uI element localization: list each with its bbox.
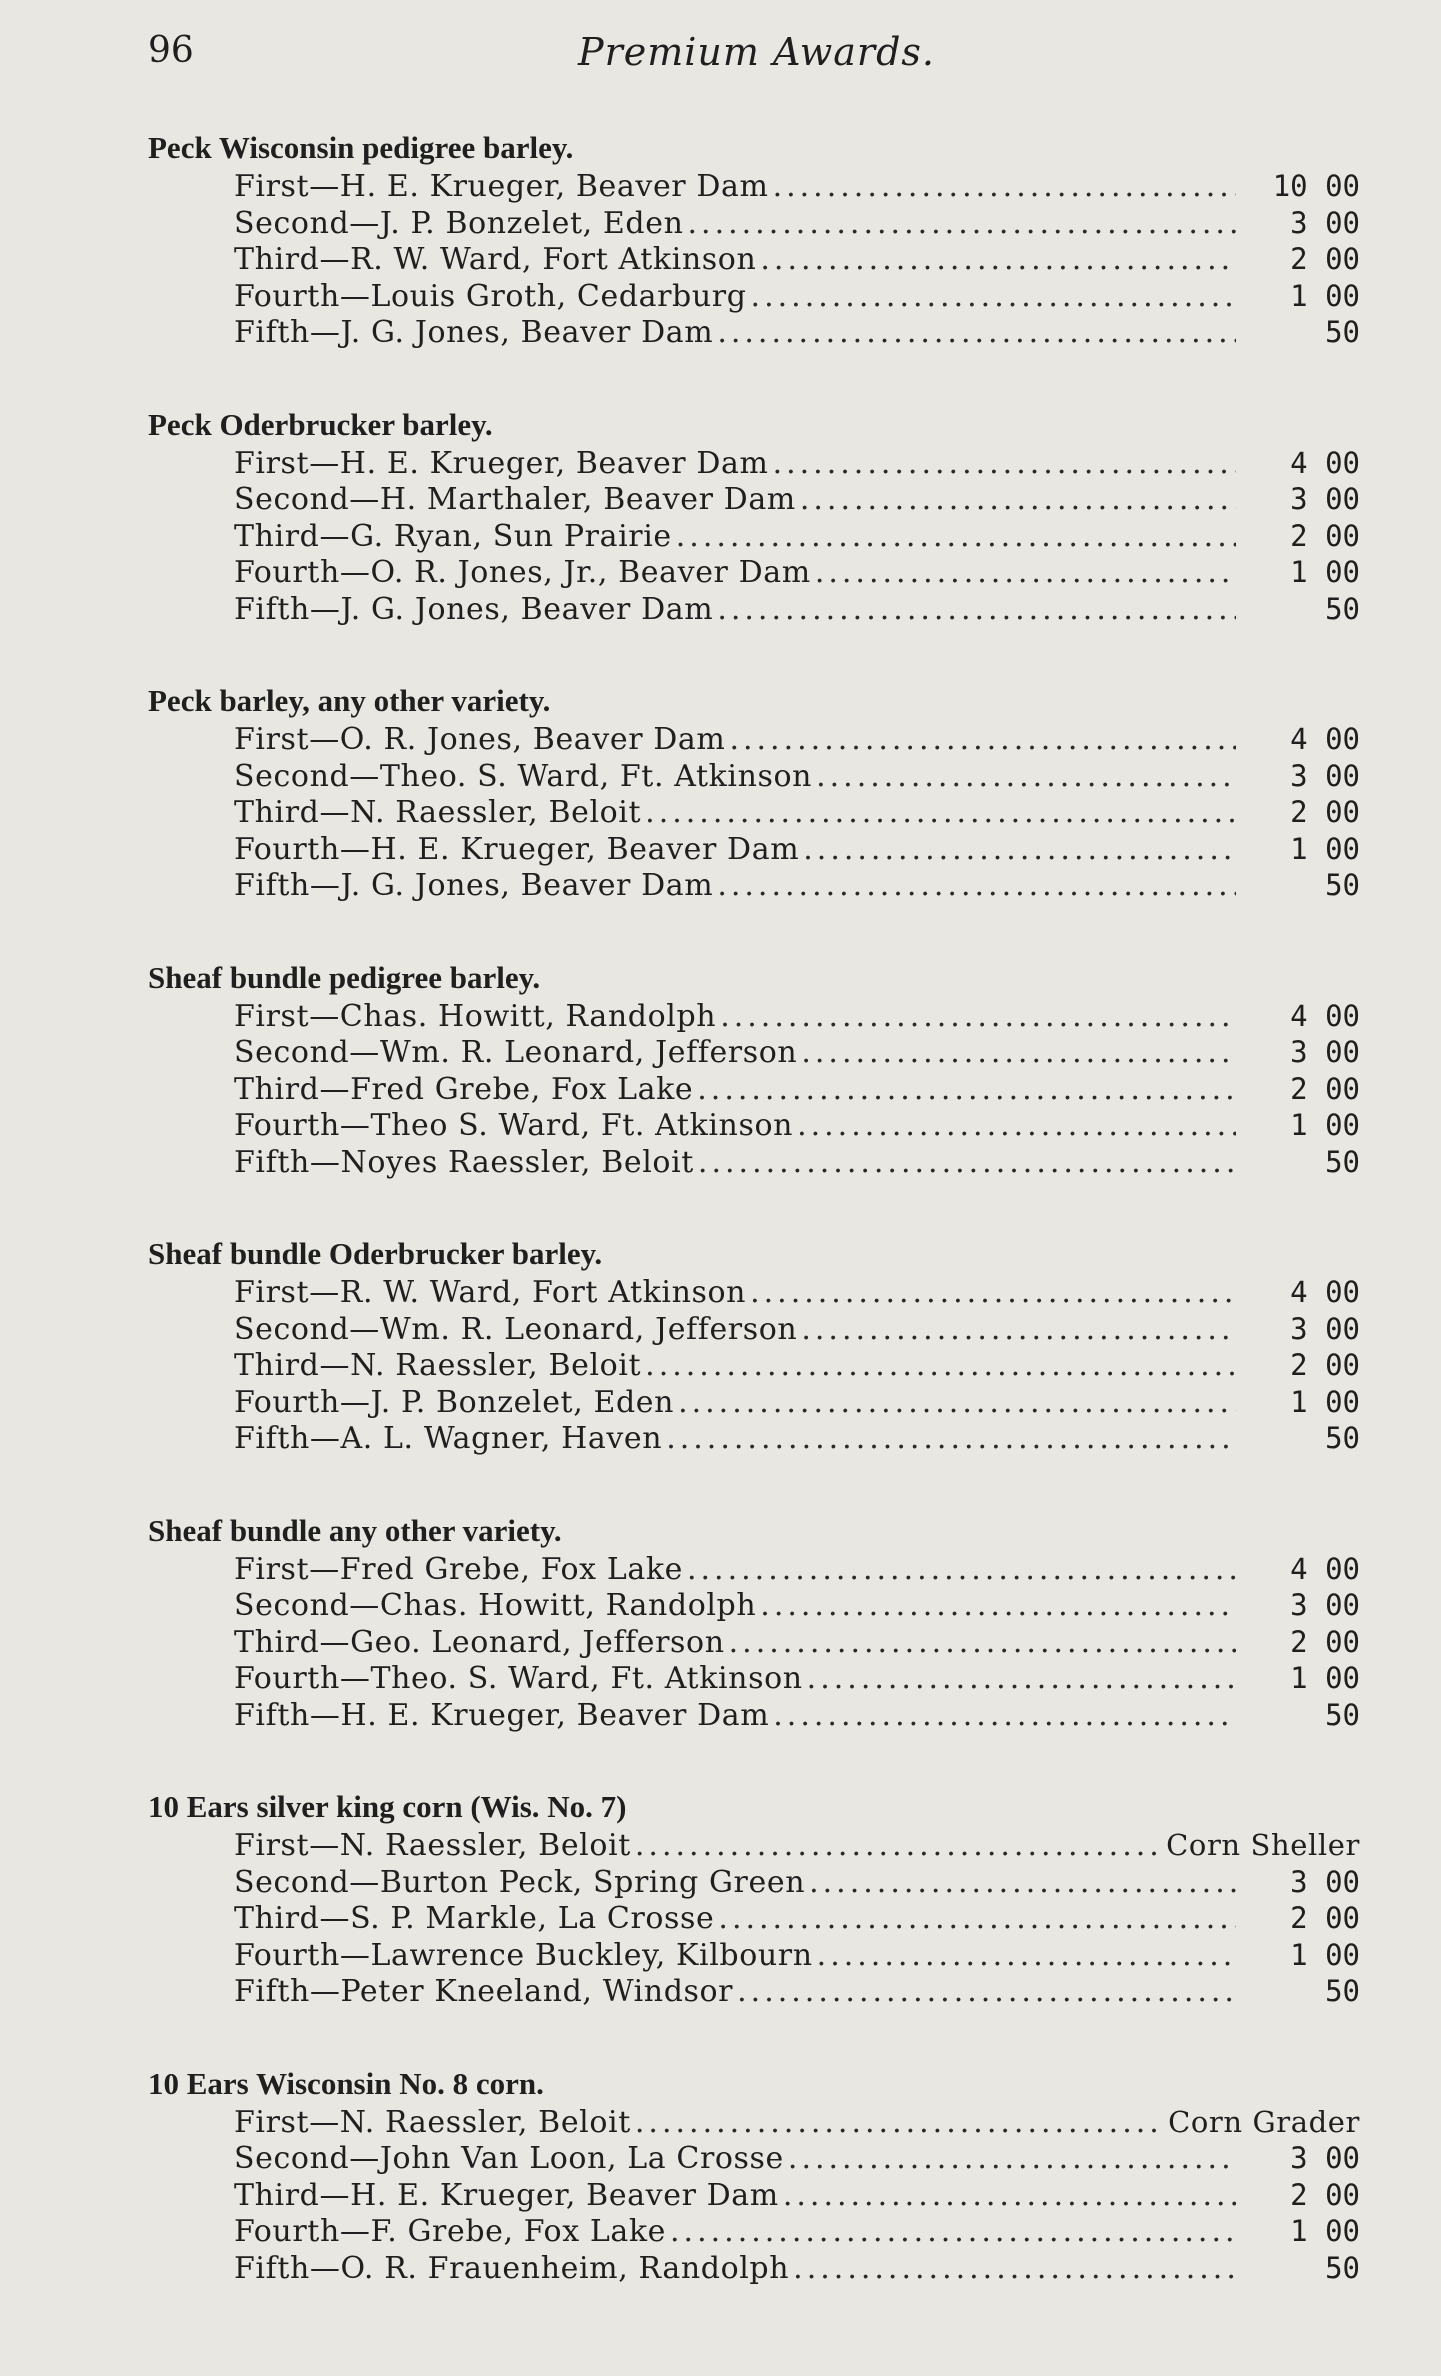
awards-list bbox=[148, 128, 1360, 2340]
dot-leader bbox=[697, 1072, 1236, 1109]
award-section bbox=[148, 681, 1360, 904]
prize-amount: 3 00 bbox=[1290, 1864, 1360, 1899]
award-entry bbox=[148, 998, 1360, 1035]
dot-leader bbox=[817, 1938, 1236, 1975]
award-entry bbox=[148, 2177, 1360, 2214]
award-entry bbox=[148, 1420, 1360, 1457]
dot-leader bbox=[760, 1588, 1236, 1625]
prize-amount: 50 bbox=[1325, 1144, 1360, 1179]
dot-leader bbox=[720, 999, 1236, 1036]
award-entry bbox=[148, 168, 1360, 205]
section-title: Peck Wisconsin pedigree barley. bbox=[148, 130, 574, 165]
dot-leader bbox=[773, 1698, 1236, 1735]
prize-amount: 2 00 bbox=[1290, 242, 1360, 276]
winner-text: Third—H. E. Krueger, Beaver Dam bbox=[234, 2177, 779, 2213]
prize-amount: 4 00 bbox=[1290, 722, 1360, 756]
dot-leader bbox=[688, 206, 1237, 243]
award-entry bbox=[148, 314, 1360, 351]
prize-amount: 1 00 bbox=[1290, 2214, 1360, 2248]
prize-amount: 50 bbox=[1325, 1974, 1360, 2008]
page-header bbox=[148, 30, 1281, 80]
award-entry bbox=[148, 518, 1360, 555]
dot-leader bbox=[773, 446, 1236, 483]
dot-leader bbox=[793, 2251, 1236, 2288]
dot-leader bbox=[783, 2178, 1236, 2215]
section-title: 10 Ears Wisconsin No. 8 corn. bbox=[148, 2065, 544, 2101]
winner-text: Fifth—J. G. Jones, Beaver Dam bbox=[234, 315, 714, 350]
dot-leader bbox=[797, 1108, 1236, 1145]
dot-leader bbox=[809, 1865, 1236, 1902]
prize-amount: 1 00 bbox=[1290, 1937, 1360, 1972]
dot-leader bbox=[815, 555, 1236, 592]
prize-amount: 3 00 bbox=[1290, 1035, 1360, 1069]
winner-text: Second—Wm. R. Leonard, Jefferson bbox=[234, 1311, 798, 1347]
winner-text: Fourth—H. E. Krueger, Beaver Dam bbox=[234, 831, 800, 867]
award-section bbox=[148, 1234, 1360, 1457]
dot-leader bbox=[666, 1421, 1236, 1458]
prize-amount: 1 00 bbox=[1290, 555, 1360, 589]
award-entry bbox=[148, 721, 1360, 758]
dot-leader bbox=[729, 722, 1236, 759]
prize-amount: 50 bbox=[1325, 315, 1360, 349]
dot-leader bbox=[698, 1145, 1236, 1182]
award-entry bbox=[148, 1551, 1360, 1588]
winner-text: First—O. R. Jones, Beaver Dam bbox=[234, 722, 726, 757]
award-section bbox=[148, 128, 1360, 351]
award-entry bbox=[148, 1034, 1360, 1071]
prize-amount: 50 bbox=[1325, 591, 1360, 626]
winner-text: Third—G. Ryan, Sun Prairie bbox=[234, 518, 672, 554]
winner-text: Fourth—Theo. S. Ward, Ft. Atkinson bbox=[234, 1661, 803, 1696]
winner-text: Third—R. W. Ward, Fort Atkinson bbox=[234, 242, 757, 277]
award-entry bbox=[148, 278, 1360, 315]
winner-text: Fourth—Lawrence Buckley, Kilbourn bbox=[234, 1937, 813, 1973]
winner-text: Second—J. P. Bonzelet, Eden bbox=[234, 205, 684, 241]
award-section bbox=[148, 958, 1360, 1181]
winner-text: Fifth—O. R. Frauenheim, Randolph bbox=[234, 2250, 790, 2286]
running-title: Premium Awards. bbox=[578, 30, 935, 74]
winner-text: Fourth—J. P. Bonzelet, Eden bbox=[234, 1384, 675, 1420]
winner-text: First—N. Raessler, Beloit bbox=[234, 2104, 631, 2140]
winner-text: Fifth—Noyes Raessler, Beloit bbox=[234, 1144, 694, 1180]
winner-text: Fourth—Theo S. Ward, Ft. Atkinson bbox=[234, 1108, 794, 1143]
prize-amount: Corn Grader bbox=[1168, 2104, 1360, 2139]
dot-leader bbox=[717, 868, 1236, 905]
winner-text: Fourth—Louis Groth, Cedarburg bbox=[234, 278, 747, 314]
dot-leader bbox=[645, 1348, 1236, 1385]
prize-amount: 1 00 bbox=[1290, 831, 1360, 866]
dot-leader bbox=[773, 169, 1236, 206]
award-entry bbox=[148, 1900, 1360, 1937]
prize-amount: 1 00 bbox=[1290, 1384, 1360, 1419]
dot-leader bbox=[687, 1552, 1236, 1589]
award-entry bbox=[148, 1587, 1360, 1624]
prize-amount: 3 00 bbox=[1290, 2141, 1360, 2175]
award-entry bbox=[148, 831, 1360, 868]
award-entry bbox=[148, 1660, 1360, 1697]
dot-leader bbox=[801, 1312, 1236, 1349]
prize-amount: 2 00 bbox=[1290, 1348, 1360, 1382]
award-section bbox=[148, 2064, 1360, 2287]
prize-amount: 2 00 bbox=[1290, 1071, 1360, 1106]
award-entry bbox=[148, 2250, 1360, 2287]
prize-amount: 3 00 bbox=[1290, 1588, 1360, 1622]
dot-leader bbox=[803, 832, 1236, 869]
prize-amount: 4 00 bbox=[1290, 998, 1360, 1033]
dot-leader bbox=[801, 1035, 1236, 1072]
winner-text: First—H. E. Krueger, Beaver Dam bbox=[234, 445, 769, 481]
winner-text: Second—Theo. S. Ward, Ft. Atkinson bbox=[234, 758, 813, 794]
prize-amount: 3 00 bbox=[1290, 482, 1360, 516]
dot-leader bbox=[750, 1275, 1236, 1312]
dot-leader bbox=[760, 242, 1236, 279]
winner-text: Third—Geo. Leonard, Jefferson bbox=[234, 1624, 725, 1660]
dot-leader bbox=[717, 592, 1236, 629]
prize-amount: 1 00 bbox=[1290, 1108, 1360, 1142]
prize-amount: 50 bbox=[1325, 1421, 1360, 1455]
winner-text: Fifth—J. G. Jones, Beaver Dam bbox=[234, 591, 714, 627]
prize-amount: 4 00 bbox=[1290, 1551, 1360, 1586]
dot-leader bbox=[788, 2141, 1236, 2178]
winner-text: First—Fred Grebe, Fox Lake bbox=[234, 1551, 683, 1587]
winner-text: Fifth—H. E. Krueger, Beaver Dam bbox=[234, 1697, 770, 1733]
winner-text: Second—H. Marthaler, Beaver Dam bbox=[234, 482, 796, 517]
award-entry bbox=[148, 1384, 1360, 1421]
prize-amount: 4 00 bbox=[1290, 1275, 1360, 1309]
dot-leader bbox=[676, 519, 1236, 556]
award-entry bbox=[148, 1274, 1360, 1311]
winner-text: Second—Wm. R. Leonard, Jefferson bbox=[234, 1035, 798, 1070]
dot-leader bbox=[635, 1828, 1162, 1865]
award-entry bbox=[148, 2104, 1360, 2141]
section-title: Sheaf bundle any other variety. bbox=[148, 1512, 562, 1548]
dot-leader bbox=[751, 279, 1236, 316]
dot-leader bbox=[729, 1625, 1236, 1662]
award-entry bbox=[148, 481, 1360, 518]
prize-amount: 3 00 bbox=[1290, 205, 1360, 240]
award-entry bbox=[148, 1864, 1360, 1901]
award-entry bbox=[148, 794, 1360, 831]
award-entry bbox=[148, 591, 1360, 628]
winner-text: Second—Burton Peck, Spring Green bbox=[234, 1864, 806, 1900]
award-entry bbox=[148, 1973, 1360, 2010]
award-entry bbox=[148, 1311, 1360, 1348]
award-entry bbox=[148, 2140, 1360, 2177]
prize-amount: 3 00 bbox=[1290, 758, 1360, 793]
prize-amount: 2 00 bbox=[1290, 1901, 1360, 1935]
dot-leader bbox=[717, 315, 1236, 352]
winner-text: First—N. Raessler, Beloit bbox=[234, 1828, 631, 1863]
award-section bbox=[148, 405, 1360, 628]
dot-leader bbox=[670, 2214, 1236, 2251]
award-entry bbox=[148, 205, 1360, 242]
page-number: 96 bbox=[148, 30, 194, 71]
dot-leader bbox=[678, 1385, 1236, 1422]
dot-leader bbox=[718, 1901, 1236, 1938]
prize-amount: 50 bbox=[1325, 1697, 1360, 1732]
winner-text: First—H. E. Krueger, Beaver Dam bbox=[234, 169, 769, 204]
winner-text: Third—Fred Grebe, Fox Lake bbox=[234, 1071, 694, 1107]
award-entry bbox=[148, 1144, 1360, 1181]
winner-text: Fifth—Peter Kneeland, Windsor bbox=[234, 1974, 734, 2009]
award-entry bbox=[148, 1071, 1360, 1108]
award-entry bbox=[148, 867, 1360, 904]
winner-text: Fifth—A. L. Wagner, Haven bbox=[234, 1421, 663, 1456]
award-entry bbox=[148, 1937, 1360, 1974]
dot-leader bbox=[807, 1661, 1236, 1698]
winner-text: Fifth—J. G. Jones, Beaver Dam bbox=[234, 868, 714, 903]
dot-leader bbox=[645, 795, 1236, 832]
award-entry bbox=[148, 1827, 1360, 1864]
section-title: Peck barley, any other variety. bbox=[148, 683, 551, 718]
award-entry bbox=[148, 2213, 1360, 2250]
award-entry bbox=[148, 445, 1360, 482]
prize-amount: 4 00 bbox=[1290, 445, 1360, 480]
winner-text: Third—N. Raessler, Beloit bbox=[234, 795, 642, 830]
dot-leader bbox=[737, 1974, 1236, 2011]
award-section bbox=[148, 1787, 1360, 2010]
prize-amount: 2 00 bbox=[1290, 2177, 1360, 2212]
dot-leader bbox=[800, 482, 1236, 519]
prize-amount: 10 00 bbox=[1272, 169, 1360, 203]
prize-amount: 3 00 bbox=[1290, 1311, 1360, 1346]
prize-amount: 50 bbox=[1325, 868, 1360, 902]
prize-amount: 50 bbox=[1325, 2250, 1360, 2285]
winner-text: Third—S. P. Markle, La Crosse bbox=[234, 1901, 715, 1936]
award-entry bbox=[148, 758, 1360, 795]
prize-amount: 2 00 bbox=[1290, 518, 1360, 553]
award-entry bbox=[148, 1347, 1360, 1384]
award-entry bbox=[148, 1697, 1360, 1734]
award-entry bbox=[148, 554, 1360, 591]
prize-amount: 2 00 bbox=[1290, 795, 1360, 829]
winner-text: Second—Chas. Howitt, Randolph bbox=[234, 1588, 757, 1623]
prize-amount: Corn Sheller bbox=[1166, 1828, 1360, 1862]
section-title: Sheaf bundle Oderbrucker barley. bbox=[148, 1236, 603, 1271]
dot-leader bbox=[635, 2105, 1164, 2142]
award-entry bbox=[148, 1107, 1360, 1144]
dot-leader bbox=[816, 759, 1236, 796]
prize-amount: 1 00 bbox=[1290, 278, 1360, 313]
winner-text: First—R. W. Ward, Fort Atkinson bbox=[234, 1275, 747, 1310]
section-title: Sheaf bundle pedigree barley. bbox=[148, 959, 541, 995]
winner-text: Second—John Van Loon, La Crosse bbox=[234, 2141, 784, 2176]
award-section bbox=[148, 1511, 1360, 1734]
award-entry bbox=[148, 241, 1360, 278]
winner-text: First—Chas. Howitt, Randolph bbox=[234, 998, 717, 1034]
winner-text: Third—N. Raessler, Beloit bbox=[234, 1348, 642, 1383]
prize-amount: 1 00 bbox=[1290, 1661, 1360, 1695]
award-entry bbox=[148, 1624, 1360, 1661]
winner-text: Fourth—F. Grebe, Fox Lake bbox=[234, 2214, 667, 2249]
section-title: Peck Oderbrucker barley. bbox=[148, 406, 493, 442]
prize-amount: 2 00 bbox=[1290, 1624, 1360, 1659]
winner-text: Fourth—O. R. Jones, Jr., Beaver Dam bbox=[234, 555, 811, 590]
section-title: 10 Ears silver king corn (Wis. No. 7) bbox=[148, 1789, 627, 1824]
